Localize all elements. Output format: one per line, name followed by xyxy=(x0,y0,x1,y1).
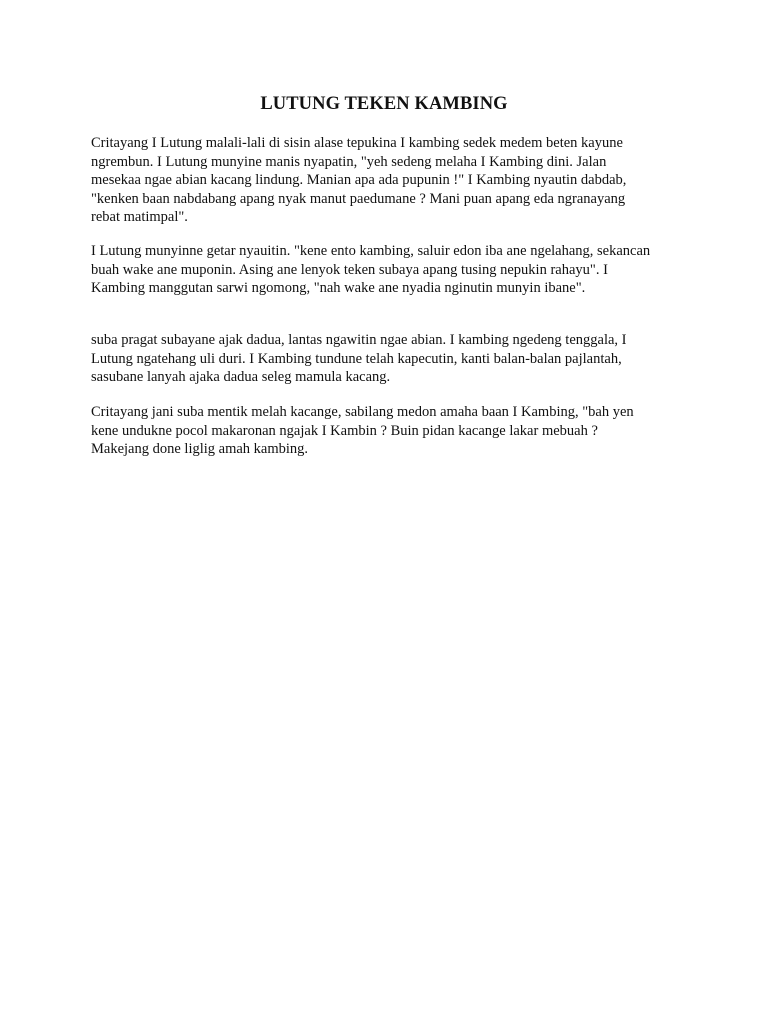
paragraph-line: Kambing manggutan sarwi ngomong, "nah wake ane nyadia nginutin munyin ibane". xyxy=(91,280,586,296)
paragraph-line: I Lutung munyinne getar nyauitin. "kene ento kambing, saluir edon iba ane ngelahang, sekancan xyxy=(91,243,651,259)
paragraph-line: Critayang jani suba mentik melah kacange, sabilang medon amaha baan I Kambing, "bah yen xyxy=(91,404,634,420)
paragraph-line: suba pragat subayane ajak dadua, lantas ngawitin ngae abian. I kambing ngedeng tenggala, I xyxy=(91,332,627,348)
document-title: LUTUNG TEKEN KAMBING xyxy=(260,94,508,114)
paragraph-line: Critayang I Lutung malali-lali di sisin alase tepukina I kambing sedek medem beten kayune xyxy=(91,135,623,151)
paragraph-line: Makejang done liglig amah kambing. xyxy=(91,441,309,457)
paragraph-line: kene undukne pocol makaronan ngajak I Kambin ? Buin pidan kacange lakar mebuah ? xyxy=(91,422,598,439)
paragraph-line: "kenken baan nabdabang apang nyak manut paedumane ? Mani puan apang eda ngranayang xyxy=(91,190,626,207)
paragraph-2 xyxy=(91,242,691,298)
paragraph-3 xyxy=(91,331,691,387)
paragraph-line: rebat matimpal". xyxy=(91,209,188,225)
paragraph-1 xyxy=(91,134,691,227)
paragraph-line: Lutung ngatehang uli duri. I Kambing tundune telah kapecutin, kanti balan-balan pajlantah, xyxy=(91,350,622,367)
paragraph-line: mesekaa ngae abian kacang lindung. Manian apa ada pupunin !" I Kambing nyautin dabdab, xyxy=(91,172,627,188)
paragraph-4 xyxy=(91,403,691,459)
paragraph-line: ngrembun. I Lutung munyine manis nyapatin, "yeh sedeng melaha I Kambing dini. Jalan xyxy=(91,153,607,170)
paragraph-line: buah wake ane muponin. Asing ane lenyok teken subaya apang tusing nepukin rahayu". I xyxy=(91,261,608,278)
paragraph-line: sasubane lanyah ajaka dadua seleg mamula kacang. xyxy=(91,369,391,385)
